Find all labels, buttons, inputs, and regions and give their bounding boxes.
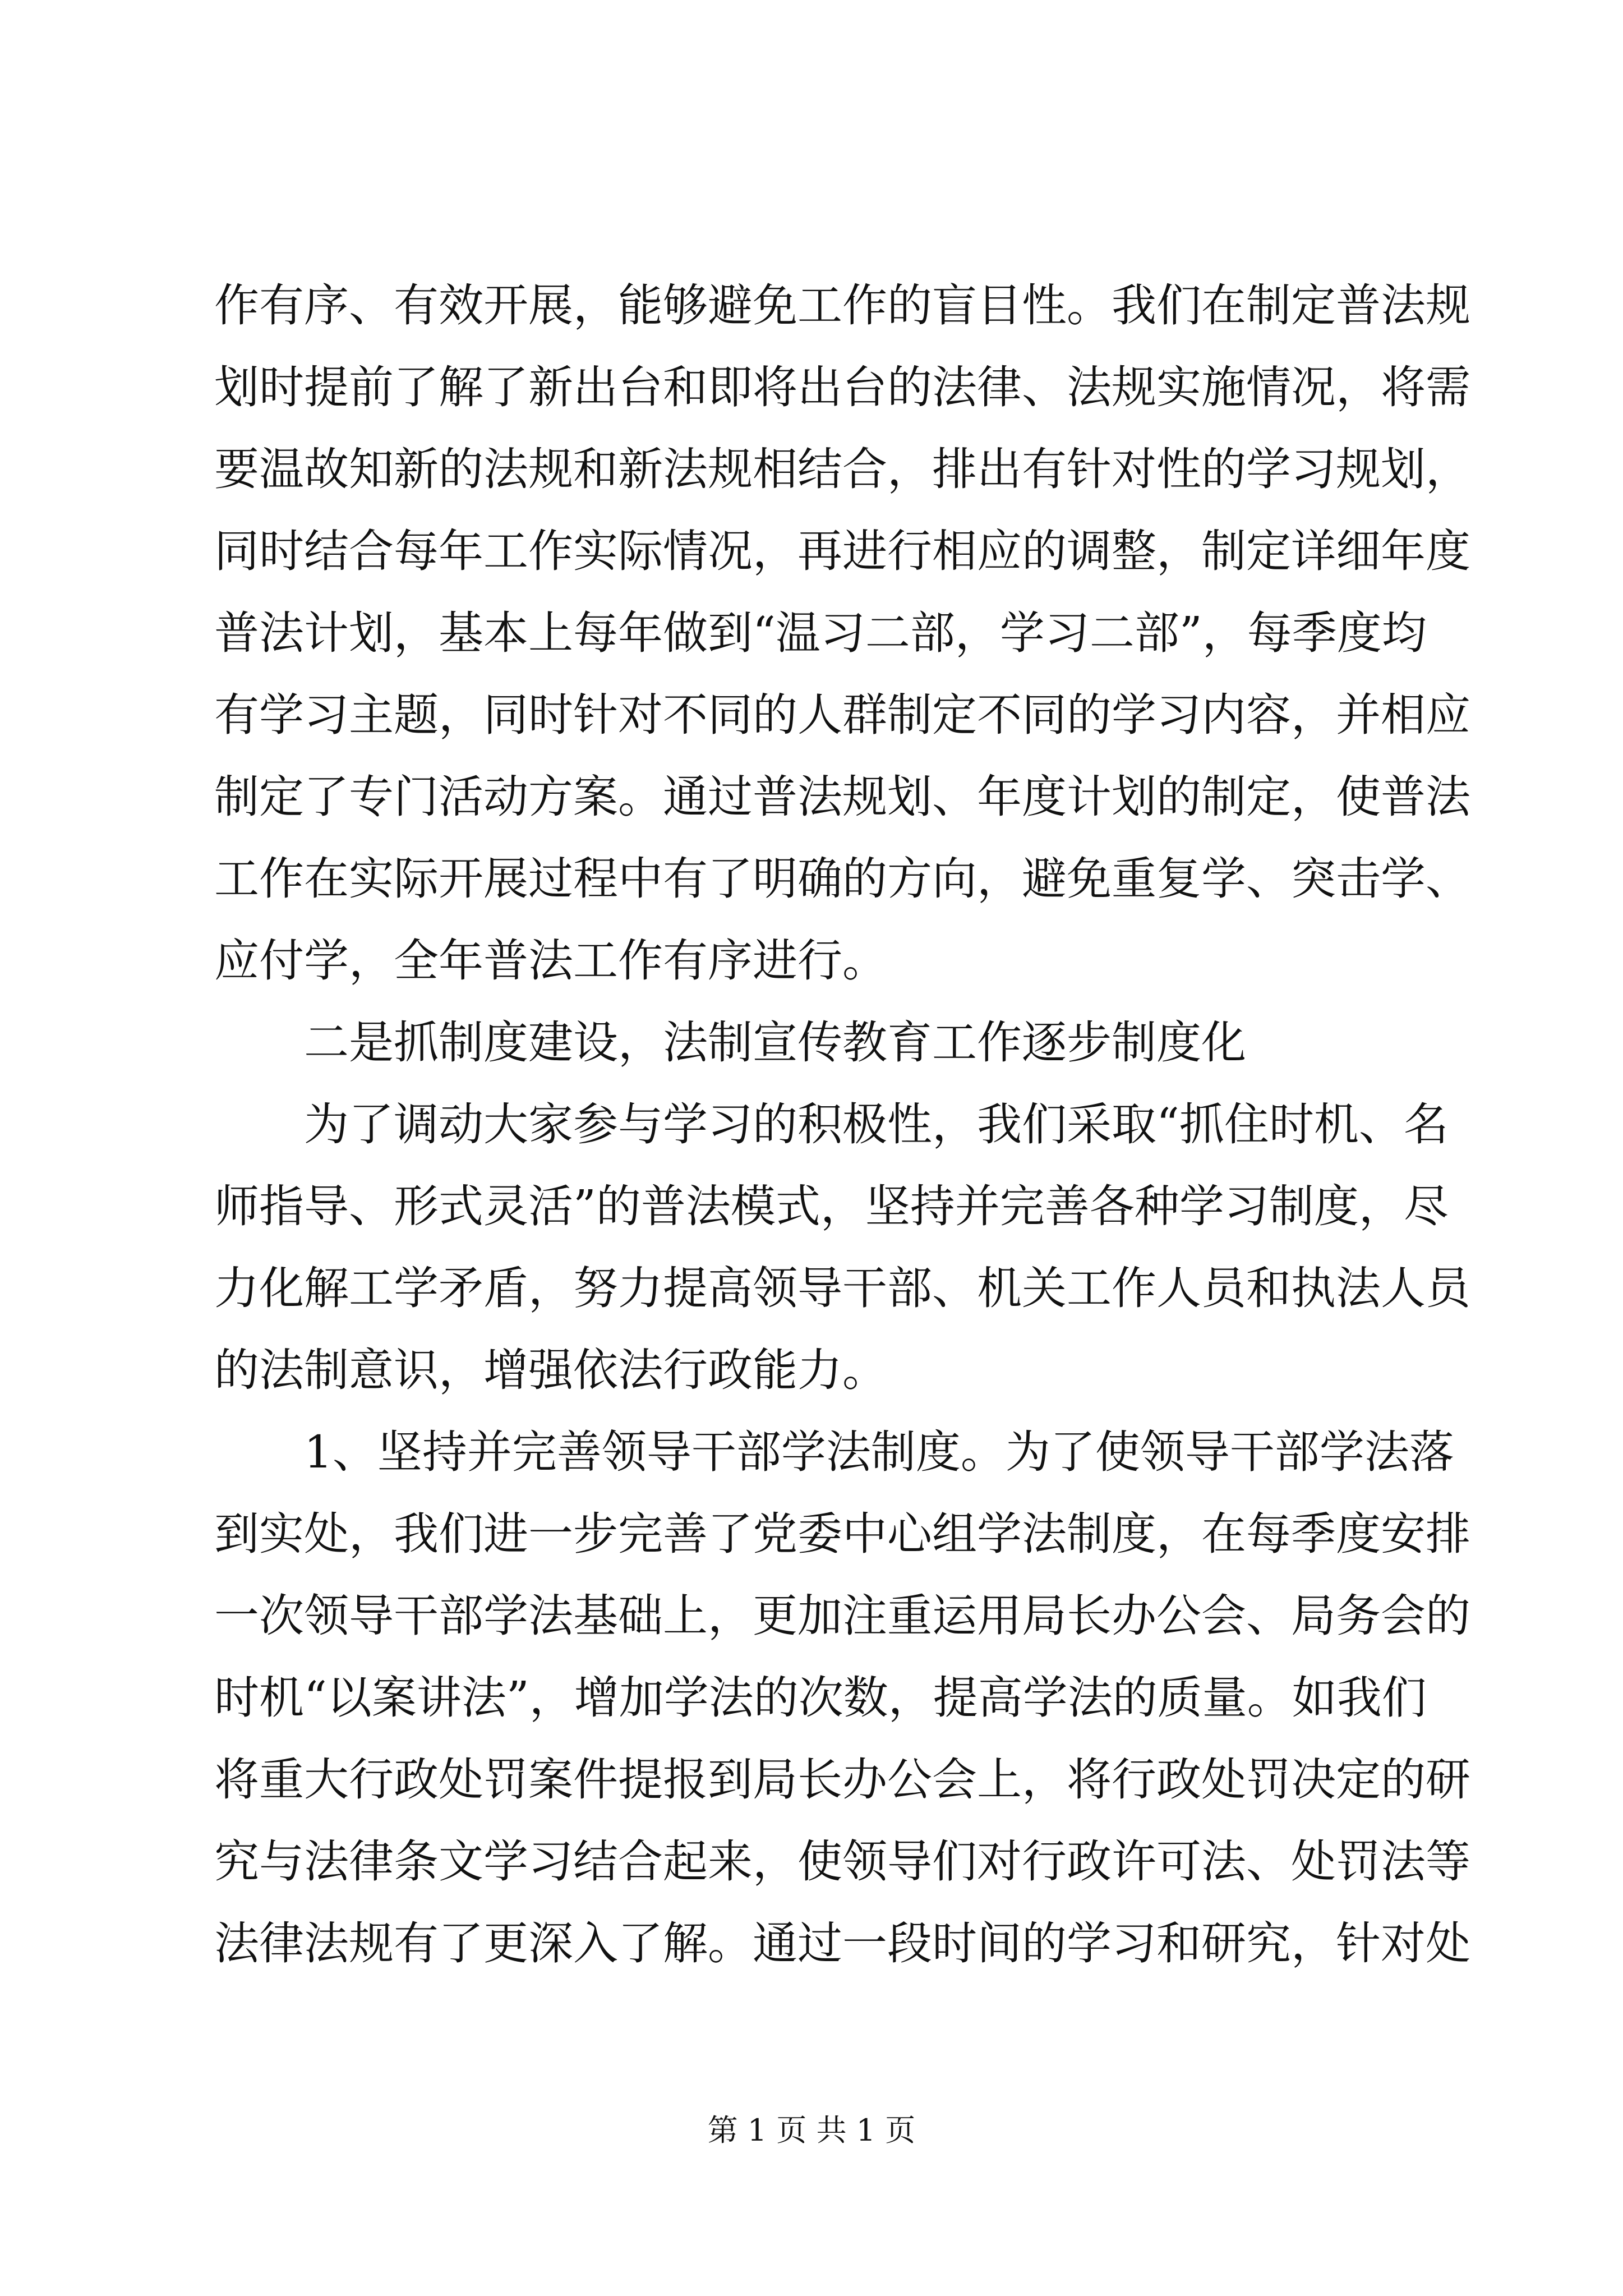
text-line: 时机“以案讲法”，增加学法的次数，提高学法的质量。如我们 [214,1672,1427,1724]
text-line: 二是抓制度建设，法制宣传教育工作逐步制度化 [304,1016,1246,1069]
text-line: 究与法律条文学习结合起来，使领导们对行政许可法、处罚法等 [214,1835,1470,1888]
text-line: 工作在实际开展过程中有了明确的方向，避免重复学、突击学、 [214,853,1470,905]
text-line: 同时结合每年工作实际情况，再进行相应的调整，制定详细年度 [214,525,1470,577]
text-line: 普法计划，基本上每年做到“温习二部，学习二部”，每季度均 [214,607,1427,659]
text-line: 作有序、有效开展，能够避免工作的盲目性。我们在制定普法规 [214,279,1470,332]
text-line: 的法制意识，增强依法行政能力。 [214,1344,887,1396]
text-line: 1、坚持并完善领导干部学法制度。为了使领导干部学法落 [304,1426,1454,1478]
document-body [214,265,1470,1985]
text-line: 师指导、形式灵活”的普法模式，坚持并完善各种学习制度，尽 [214,1180,1449,1232]
text-line: 到实处，我们进一步完善了党委中心组学法制度，在每季度安排 [214,1508,1470,1560]
text-line: 一次领导干部学法基础上，更加注重运用局长办公会、局务会的 [214,1590,1470,1642]
text-line: 法律法规有了更深入了解。通过一段时间的学习和研究，针对处 [214,1917,1470,1970]
text-line: 力化解工学矛盾，努力提高领导干部、机关工作人员和执法人员 [214,1262,1470,1314]
text-line: 要温故知新的法规和新法规相结合，排出有针对性的学习规划， [214,443,1470,495]
text-line: 应付学，全年普法工作有序进行。 [214,935,887,987]
text-line: 划时提前了解了新出台和即将出台的法律、法规实施情况，将需 [214,361,1470,413]
page-footer: 第 1 页 共 1 页 [707,2113,916,2148]
text-line: 制定了专门活动方案。通过普法规划、年度计划的制定，使普法 [214,771,1470,823]
text-line: 将重大行政处罚案件提报到局长办公会上，将行政处罚决定的研 [214,1754,1470,1806]
text-line: 为了调动大家参与学习的积极性，我们采取“抓住时机、名 [304,1098,1449,1151]
text-line: 有学习主题，同时针对不同的人群制定不同的学习内容，并相应 [214,689,1470,741]
